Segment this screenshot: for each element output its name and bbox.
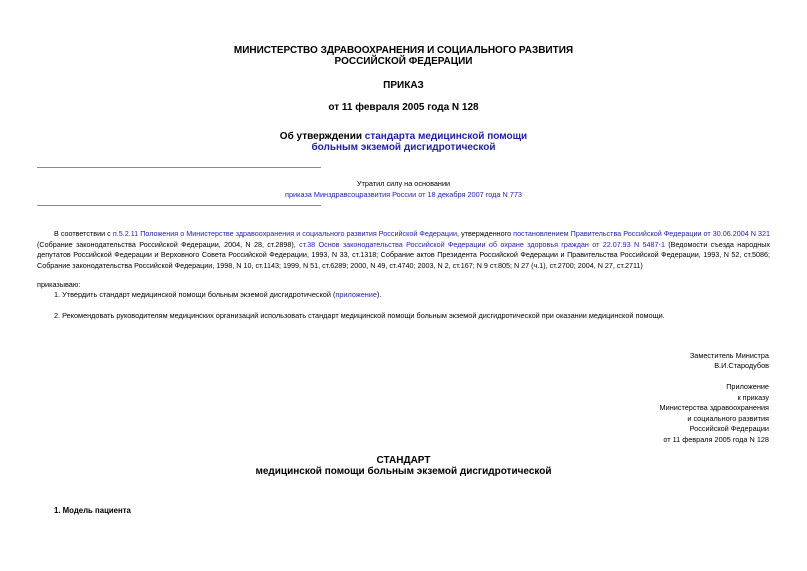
preamble-text-1: В соответствии с [54, 229, 113, 238]
signature-name: В.И.Стародубов [714, 361, 769, 370]
document-type: ПРИКАЗ [383, 80, 424, 91]
link-ministry-regulation[interactable]: Положения о Министерстве здравоохранения и социального развития Российской Федерации [140, 229, 458, 238]
repeal-order-link[interactable]: приказа Минздравсоцразвития России от 18 декабря 2007 года N 773 [285, 190, 522, 199]
appendix-link[interactable]: приложение [335, 290, 377, 299]
signature-title: Заместитель Министра [689, 351, 769, 360]
document-date: от 11 февраля 2005 года N 128 [328, 102, 479, 113]
appendix-line-1: Приложение [726, 382, 769, 391]
subject-link-disease[interactable]: больным экземой дисгидротической [311, 142, 496, 153]
standard-subtitle: медицинской помощи больным экземой дисгидротической [255, 466, 552, 477]
status-link-line [241, 190, 566, 200]
appendix-line-4: и социального развития [687, 414, 769, 423]
divider-bottom [37, 205, 321, 206]
link-government-decree[interactable]: постановлением Правительства Российской Федерации от 30.06.2004 N 321 [513, 229, 771, 238]
order-lead: приказываю: [37, 280, 81, 289]
order-item-1-text: 1. Утвердить стандарт медицинской помощи больным экземой дисгидротической ( [54, 290, 336, 299]
order-item-1 [54, 290, 770, 300]
appendix-line-2: к приказу [737, 393, 769, 402]
standard-title: СТАНДАРТ [376, 455, 431, 466]
order-item-2: 2. Рекомендовать руководителям медицинских организаций использовать стандарт медицинской помощи больным экземой дисгидротической при оказании медицинской помощи. [54, 311, 665, 320]
preamble-text-4: (Собрание законодательства Российской Федерации, 2004, N 28, ст.2898), [37, 239, 300, 249]
appendix-line-3: Министерства здравоохранения [659, 403, 769, 412]
section-heading-patient-model: 1. Модель пациента [54, 506, 131, 515]
preamble-paragraph [37, 229, 770, 272]
preamble-text-3: , утвержденного [457, 229, 514, 238]
preamble-text-6: (Ведомости съезда народных депутатов Российской Федерации и Верховного Совета Российской Федерации, 1993, N 33, ст.1318; Собрание актов Президента Российской Федерации и Правительства Российской Федерации, 1993, N 52, ст.5086; Собрание законодательства Российской Федерации, 1998, N 10, ст.1143; 1999, N 51, ст.6289; 2000, N 49, ст.4740; 2003, N 2, ст.167; N 9 ст.805; N 27 (ч.1), ст.2700; 2004, N 27, ст.2711) [37, 239, 771, 271]
ministry-name-line2: РОССИЙСКОЙ ФЕДЕРАЦИИ [334, 56, 473, 67]
ministry-name-line1: МИНИСТЕРСТВО ЗДРАВООХРАНЕНИЯ И СОЦИАЛЬНОГО РАЗВИТИЯ [233, 45, 574, 56]
subject-prefix: Об утверждении [279, 131, 365, 142]
order-item-1-end: ). [376, 290, 382, 299]
link-article-38[interactable]: ст.38 [299, 239, 316, 249]
appendix-line-5: Российской Федерации [689, 424, 769, 433]
subject-link-standard[interactable]: стандарта медицинской помощи [364, 131, 528, 142]
status-text: Утратил силу на основании [356, 179, 451, 188]
link-health-law-basics[interactable]: Основ законодательства Российской Федерации об охране здоровья граждан от 22.07.93 N 5487-1 [318, 239, 665, 249]
divider-top [37, 167, 321, 168]
link-clause-5-2-11[interactable]: п.5.2.11 [112, 229, 139, 238]
document-subject-line2 [0, 142, 807, 154]
appendix-line-6: от 11 февраля 2005 года N 128 [663, 435, 769, 444]
